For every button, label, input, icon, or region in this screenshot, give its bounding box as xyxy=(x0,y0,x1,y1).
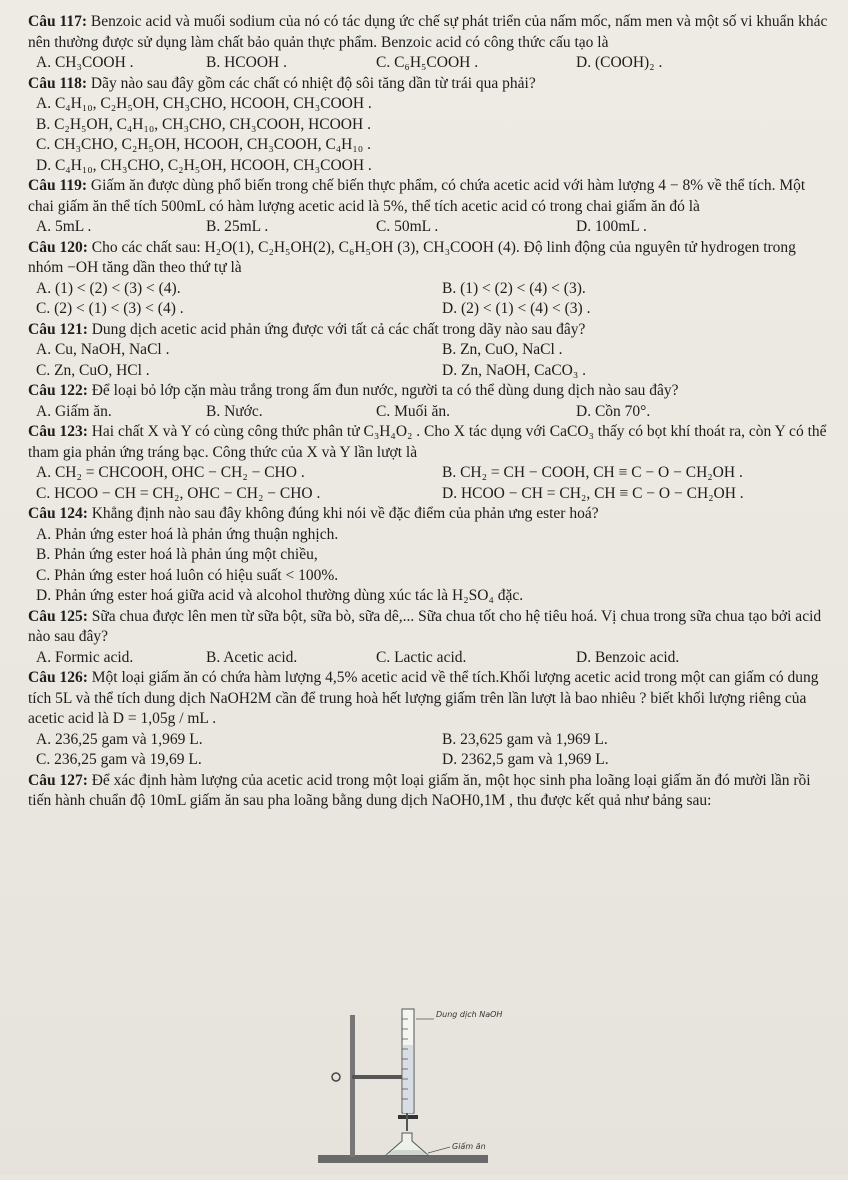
question-126 xyxy=(28,668,828,730)
option-b: B. 25mL . xyxy=(206,218,269,235)
question-text: Cho các chất sau: H₂O(1), C₂H₅OH(2), C₆H₅OH (3), CH₃COOH (4). Độ linh động của nguyên tử hydrogen trong nhóm −OH tăng dần theo thứ tự là xyxy=(28,238,796,276)
question-text: Hai chất X và Y có cùng công thức phân tử C₃H₄O₂ . Cho X tác dụng với CaCO₃ thấy có bọt khí thoát ra, còn Y có thể tham gia phản ứng tráng bạc. Công thức của X và Y lần lượt là xyxy=(28,423,827,461)
question-list xyxy=(28,12,828,812)
option-b: B. CH₂ = CH − COOH, CH ≡ C − O − CH₂OH . xyxy=(442,464,743,481)
option-c: C. 236,25 gam và 19,69 L. xyxy=(36,751,202,768)
question-number: Câu 122: xyxy=(28,382,88,399)
option-d: D. Cồn 70°. xyxy=(576,402,651,420)
option-a: A. Giấm ăn. xyxy=(36,402,112,420)
label-pointer xyxy=(428,1147,450,1153)
question-119 xyxy=(28,176,828,217)
option-b: B. HCOOH . xyxy=(206,54,287,71)
question-125 xyxy=(28,607,828,648)
question-text: Một loại giấm ăn có chứa hàm lượng 4,5% acetic acid về thể tích.Khối lượng acetic acid trong một can giấm có dung tích 5L và thể tích dung dịch NaOH2M cần để trung hoà hết lượng giấm trên lần lượt là bao nhiêu ? biết khối lượng riêng của acetic acid là D = 1,05g / mL . xyxy=(28,669,819,727)
question-text: Để loại bỏ lớp cặn màu trắng trong ấm đun nước, người ta có thể dùng dung dịch nào sau đây? xyxy=(91,382,679,399)
option-a: A. Cu, NaOH, NaCl . xyxy=(36,341,170,358)
option-c: C. CH₃CHO, C₂H₅OH, HCOOH, CH₃COOH, C₄H₁₀ . xyxy=(36,136,371,153)
question-number: Câu 119: xyxy=(28,177,87,194)
question-number: Câu 127: xyxy=(28,771,88,789)
question-120 xyxy=(28,238,828,279)
option-b: B. Nước. xyxy=(206,402,263,420)
option-d: D. (COOH)₂ . xyxy=(576,54,663,71)
question-118 xyxy=(28,74,828,95)
option-d: D. HCOO − CH = CH₂, CH ≡ C − O − CH₂OH . xyxy=(442,484,744,502)
options-124 xyxy=(28,525,828,607)
option-d: D. 100mL . xyxy=(576,218,647,235)
options-123 xyxy=(28,463,828,504)
question-number: Câu 117: xyxy=(28,13,87,30)
question-121 xyxy=(28,320,828,341)
burette-tip xyxy=(406,1113,408,1131)
options-117 xyxy=(28,53,828,74)
question-124 xyxy=(28,504,828,525)
option-b: B. Phản ứng ester hoá là phản úng một chiều, xyxy=(36,546,318,563)
option-a: A. CH₂ = CHCOOH, OHC − CH₂ − CHO . xyxy=(36,464,305,481)
option-a: A. (1) < (2) < (3) < (4). xyxy=(36,279,181,297)
clamp-screw-icon xyxy=(332,1073,340,1081)
question-number: Câu 118: xyxy=(28,74,87,92)
question-text: Giấm ăn được dùng phổ biến trong chế biến thực phẩm, có chứa acetic acid với hàm lượng 4 − 8% về thể tích. Một chai giấm ăn thể tích 500mL có hàm lượng acetic acid là 5%, thể tích acetic acid có trong chai giấm ăn đó là xyxy=(28,177,806,215)
option-d: D. Benzoic acid. xyxy=(576,648,680,666)
option-d: D. Zn, NaOH, CaCO₃ . xyxy=(442,361,587,379)
option-b: B. (1) < (2) < (4) < (3). xyxy=(442,279,586,297)
options-126 xyxy=(28,730,828,771)
question-117 xyxy=(28,12,828,53)
option-d: D. 2362,5 gam và 1,969 L. xyxy=(442,751,609,768)
option-a: A. 236,25 gam và 1,969 L. xyxy=(36,730,203,748)
options-121 xyxy=(28,340,828,381)
option-c: C. Muối ăn. xyxy=(376,402,451,420)
option-d: D. (2) < (1) < (4) < (3) . xyxy=(442,300,591,317)
question-number: Câu 121: xyxy=(28,320,88,338)
option-a: A. Formic acid. xyxy=(36,648,134,666)
titration-apparatus-illustration xyxy=(300,1005,540,1175)
option-c: C. (2) < (1) < (3) < (4) . xyxy=(36,300,184,317)
option-b: B. 23,625 gam và 1,969 L. xyxy=(442,730,608,748)
question-text: Dãy nào sau đây gồm các chất có nhiệt độ sôi tăng dần từ trái qua phải? xyxy=(90,74,536,92)
option-c: C. Zn, CuO, HCl . xyxy=(36,361,150,379)
titration-figure xyxy=(300,1005,540,1175)
question-text: Dung dịch acetic acid phản ứng được với tất cả các chất trong dãy nào sau đây? xyxy=(91,320,586,338)
option-a: A. CH₃COOH . xyxy=(36,54,134,71)
options-122 xyxy=(28,402,828,423)
options-118 xyxy=(28,94,828,176)
question-123 xyxy=(28,422,828,463)
option-a: A. Phản ứng ester hoá là phản ứng thuận nghịch. xyxy=(36,525,339,543)
burette-label: Dung dịch NaOH xyxy=(436,1010,503,1019)
option-c: C. HCOO − CH = CH₂, OHC − CH₂ − CHO . xyxy=(36,484,321,502)
options-125 xyxy=(28,648,828,669)
question-text: Benzoic acid và muối sodium của nó có tác dụng ức chế sự phát triển của nấm mốc, nấm men và một số vi khuẩn khác nên thường được sử dụng làm chất bảo quản thực phẩm. Benzoic acid có công thức cấu tạo là xyxy=(28,13,828,51)
option-b: B. Zn, CuO, NaCl . xyxy=(442,341,563,358)
options-120 xyxy=(28,279,828,320)
stand-rod xyxy=(350,1015,355,1157)
option-b: B. C₂H₅OH, C₄H₁₀, CH₃CHO, CH₃COOH, HCOOH . xyxy=(36,115,371,133)
question-text: Khẳng định nào sau đây không đúng khi nói về đặc điểm của phản ưng ester hoá? xyxy=(91,505,599,522)
question-number: Câu 120: xyxy=(28,238,88,256)
flask-label: Giấm ăn xyxy=(452,1142,486,1151)
option-d: D. Phản ứng ester hoá giữa acid và alcohol thường dùng xúc tác là H₂SO₄ đặc. xyxy=(36,587,524,604)
question-text: Để xác định hàm lượng của acetic acid trong một loại giấm ăn, một học sinh pha loãng loại giấm ăn đó mười lần rồi tiến hành chuẩn độ 10mL giấm ăn sau pha loãng bằng dung dịch NaOH0,1M , thu được kết quả như bảng sau: xyxy=(28,771,811,809)
question-122 xyxy=(28,381,828,402)
option-c: C. Lactic acid. xyxy=(376,648,467,666)
burette-clamp xyxy=(352,1075,406,1079)
question-number: Câu 124: xyxy=(28,505,88,522)
option-c: C. 50mL . xyxy=(376,218,439,235)
options-119 xyxy=(28,217,828,238)
option-a: A. 5mL . xyxy=(36,218,92,235)
stand-base xyxy=(318,1155,488,1163)
question-number: Câu 125: xyxy=(28,607,88,625)
option-c: C. C₆H₅COOH . xyxy=(376,54,479,71)
question-text: Sữa chua được lên men từ sữa bột, sữa bò, sữa dê,... Sữa chua tốt cho hệ tiêu hoá. Vị chua trong sữa chua tạo bởi acid nào sau đây? xyxy=(28,607,822,645)
option-b: B. Acetic acid. xyxy=(206,648,298,666)
question-127 xyxy=(28,771,828,812)
option-c: C. Phản ứng ester hoá luôn có hiệu suất < 100%. xyxy=(36,566,339,584)
option-a: A. C₄H₁₀, C₂H₅OH, CH₃CHO, HCOOH, CH₃COOH . xyxy=(36,95,372,112)
question-number: Câu 126: xyxy=(28,669,88,686)
question-number: Câu 123: xyxy=(28,423,88,440)
option-d: D. C₄H₁₀, CH₃CHO, C₂H₅OH, HCOOH, CH₃COOH . xyxy=(36,156,372,174)
